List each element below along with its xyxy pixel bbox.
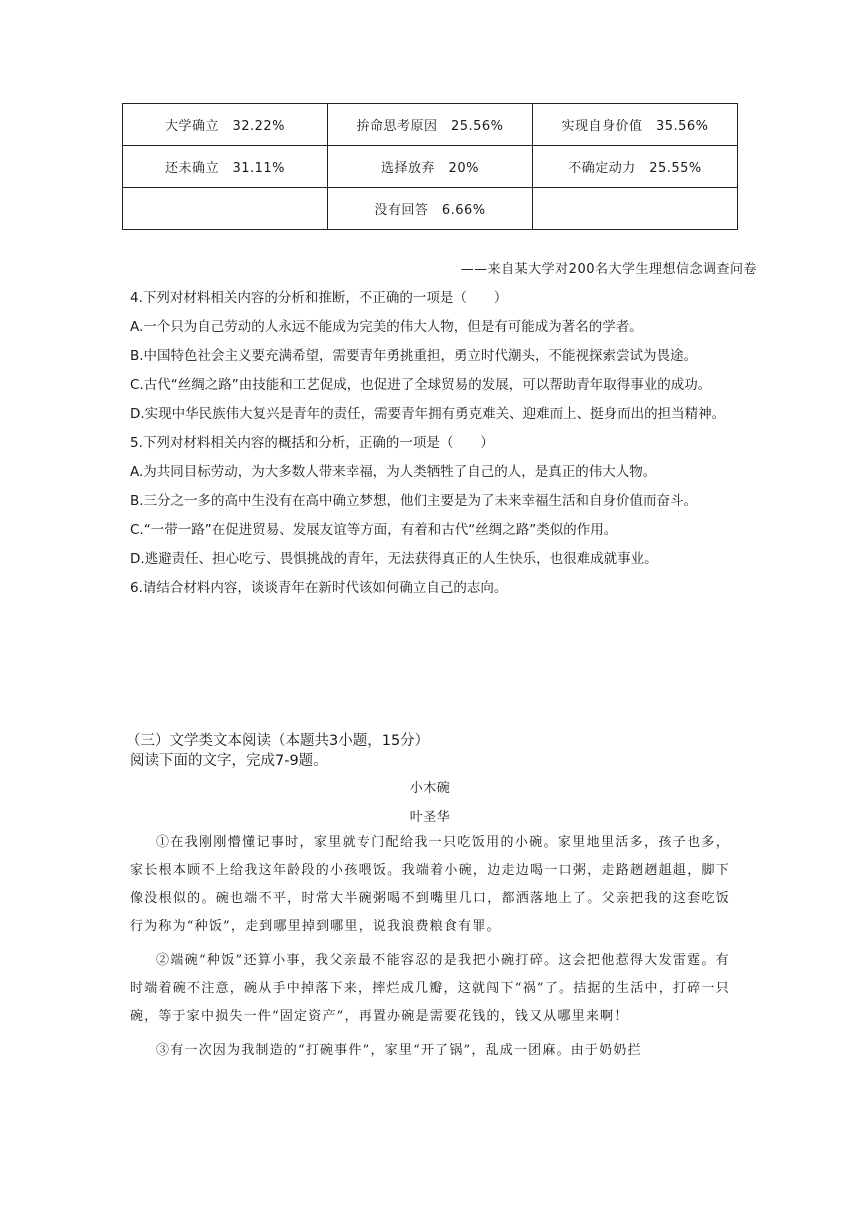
table-cell: 选择放弃 20%: [328, 146, 533, 188]
story-paragraph: ①在我刚刚懵懂记事时，家里就专门配给我一只吃饭用的小碗。家里地里活多，孩子也多，家长根本顾不上给我这年龄段的小孩喂饭。我端着小碗，边走边喝一口粥，走路趔趔趄趄，脚下像没根似的。碗也端不平，时常大半碗粥喝不到嘴里几口，都洒落地上了。父亲把我的这套吃饭行为称为“种饭”，走到哪里掉到哪里，说我浪费粮食有罪。: [130, 835, 730, 934]
source-note: ——来自某大学对200名大学生理想信念调查问卷: [460, 262, 757, 277]
story-paragraph: ②端碗“种饭”还算小事，我父亲最不能容忍的是我把小碗打碎。这会把他惹得大发雷霆。有时端着碗不注意，碗从手中掉落下来，摔烂成几瓣，这就闯下“祸”了。拮据的生活中，打碎一只碗，等于家中损失一件“固定资产”，再置办碗是需要花钱的，钱又从哪里来啊！: [130, 953, 730, 1024]
story-title: 小木碗: [409, 781, 451, 796]
option-5b: B.三分之一多的高中生没有在高中确立梦想，他们主要是为了未来幸福生活和自身价值而奋斗。: [130, 493, 698, 509]
section-title: （三）文学类文本阅读（本题共3小题，15分）: [126, 733, 430, 749]
table-row: [123, 146, 738, 188]
option-5a: A.为共同目标劳动，为大多数人带来幸福，为人类牺牲了自己的人，是真正的伟大人物。: [130, 464, 657, 480]
story-body: [130, 829, 730, 1071]
table-cell: [123, 188, 328, 230]
section-instruction: 阅读下面的文字，完成7-9题。: [130, 753, 328, 769]
table-cell: 不确定动力 25.55%: [533, 146, 738, 188]
questions-block: [130, 284, 730, 603]
option-4d: D.实现中华民族伟大复兴是青年的责任，需要青年拥有勇克难关、迎难而上、挺身而出的担当精神。: [130, 406, 726, 422]
table-cell: 没有回答 6.66%: [328, 188, 533, 230]
question-5: 5.下列对材料相关内容的概括和分析，正确的一项是（ ）: [130, 435, 494, 451]
question-6: 6.请结合材料内容，谈谈青年在新时代该如何确立自己的志向。: [130, 580, 508, 596]
table-cell: 还未确立 31.11%: [123, 146, 328, 188]
table-row: [123, 188, 738, 230]
table-cell: 大学确立 32.22%: [123, 104, 328, 146]
survey-table: [122, 103, 738, 230]
option-4c: C.古代“丝绸之路”由技能和工艺促成，也促进了全球贸易的发展，可以帮助青年取得事业的成功。: [130, 377, 712, 393]
table-cell: 实现自身价值 35.56%: [533, 104, 738, 146]
story-author: 叶圣华: [409, 810, 451, 825]
option-4a: A.一个只为自己劳动的人永远不能成为完美的伟大人物，但是有可能成为著名的学者。: [130, 319, 643, 335]
option-5c: C.“一带一路”在促进贸易、发展友谊等方面，有着和古代“丝绸之路”类似的作用。: [130, 522, 618, 538]
table-cell: [533, 188, 738, 230]
option-5d: D.逃避责任、担心吃亏、畏惧挑战的青年，无法获得真正的人生快乐，也很难成就事业。: [130, 551, 658, 567]
story-paragraph: ③有一次因为我制造的“打碗事件”，家里“开了锅”，乱成一团麻。由于奶奶拦: [156, 1043, 642, 1058]
table-row: [123, 104, 738, 146]
table-cell: 拚命思考原因 25.56%: [328, 104, 533, 146]
question-4: 4.下列对材料相关内容的分析和推断，不正确的一项是（ ）: [130, 290, 508, 306]
option-4b: B.中国特色社会主义要充满希望，需要青年勇挑重担，勇立时代潮头，不能视探索尝试为畏途。: [130, 348, 698, 364]
